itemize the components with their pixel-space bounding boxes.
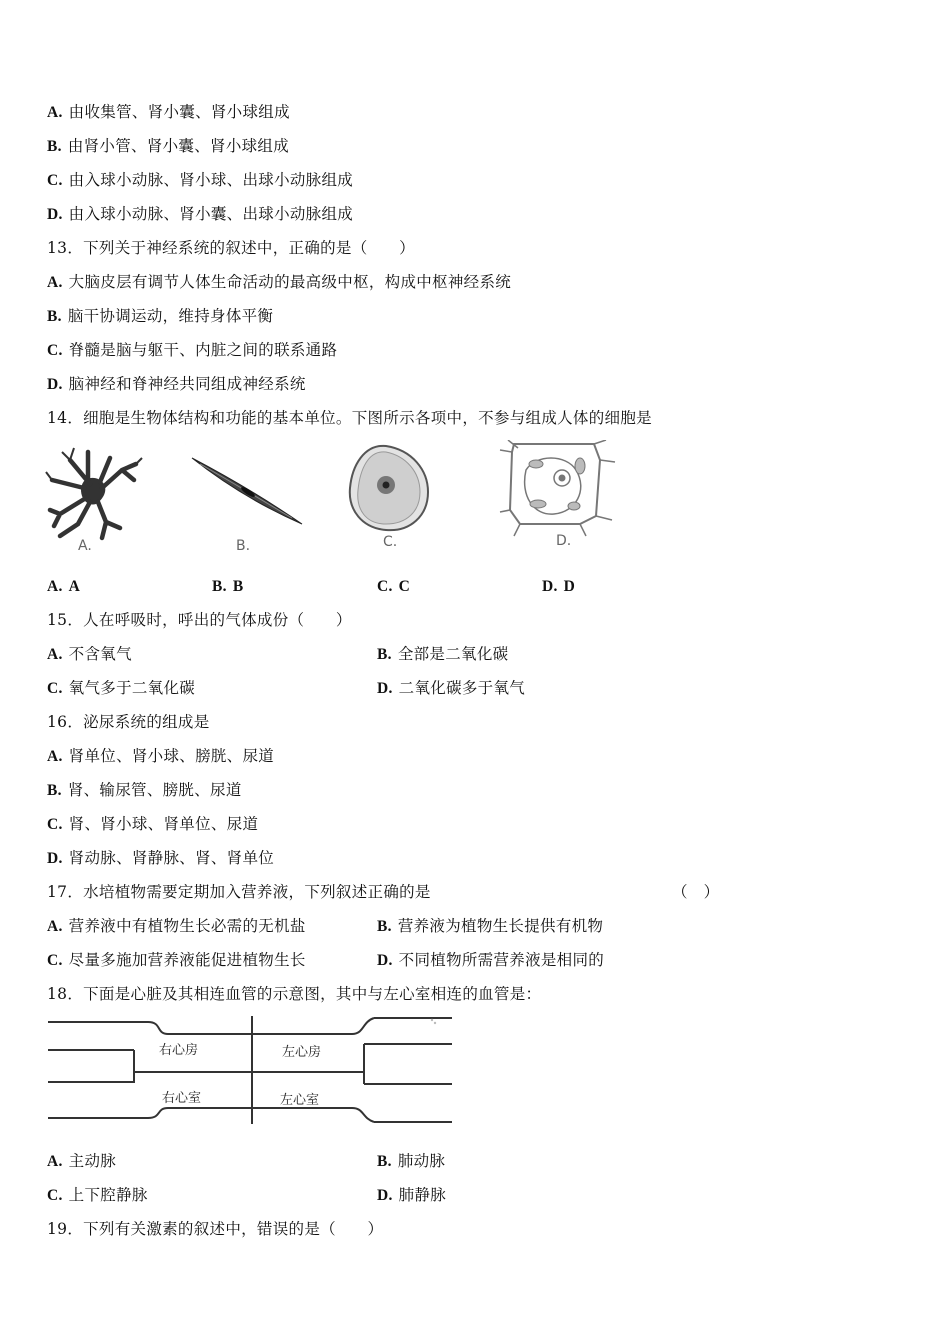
round-cell-image (350, 446, 428, 530)
q13-option-d: D. 脑神经和脊神经共同组成神经系统 (47, 375, 306, 393)
q14-stem: 14．细胞是生物体结构和功能的基本单位。下图所示各项中，不参与组成人体的细胞是 (47, 409, 652, 427)
q16-stem: 16．泌尿系统的组成是 (47, 713, 210, 731)
q16-option-d: D. 肾动脉、肾静脉、肾、肾单位 (47, 849, 275, 867)
q14-option-b: B. B (212, 578, 244, 595)
q18-option-a: A. 主动脉 (47, 1152, 117, 1170)
q13-option-a: A. 大脑皮层有调节人体生命活动的最高级中枢，构成中枢神经系统 (47, 273, 512, 291)
q14-option-a: A. A (47, 578, 81, 595)
q16-option-b: B. 肾、输尿管、膀胱、尿道 (47, 781, 242, 799)
q15-option-a: A. 不含氧气 (47, 645, 132, 663)
q16-option-c: C. 肾、肾小球、肾单位、尿道 (47, 815, 259, 833)
q18-option-b: B. 肺动脉 (377, 1152, 446, 1170)
q18-option-d: D. 肺静脉 (377, 1186, 447, 1204)
neuron-cell-image (46, 448, 142, 538)
q17-paren: （ ） (672, 883, 720, 901)
q12-option-d: D. 由入球小动脉、肾小囊、出球小动脉组成 (47, 205, 354, 223)
heart-left-ventricle-label: 左心室 (280, 1093, 320, 1108)
q17-option-a: A. 营养液中有植物生长必需的无机盐 (47, 917, 306, 935)
q18-option-c: C. 上下腔静脉 (47, 1186, 148, 1204)
q15-option-b: B. 全部是二氧化碳 (377, 645, 509, 663)
figure-label-a: A. (78, 538, 92, 554)
q19-stem: 19．下列有关激素的叙述中，错误的是（ ） (47, 1220, 384, 1238)
q17-option-c: C. 尽量多施加营养液能促进植物生长 (47, 951, 306, 969)
figure-label-d: D. (556, 533, 572, 549)
muscle-cell-image (192, 458, 302, 524)
q13-option-b: B. 脑干协调运动，维持身体平衡 (47, 307, 274, 325)
q12-option-b: B. 由肾小管、肾小囊、肾小球组成 (47, 137, 290, 155)
q13-stem: 13．下列关于神经系统的叙述中，正确的是（ ） (47, 239, 415, 257)
q14-option-c: C. C (377, 578, 411, 595)
q15-stem: 15．人在呼吸时，呼出的气体成份（ ） (47, 611, 352, 629)
q17-stem: 17．水培植物需要定期加入营养液，下列叙述正确的是 (47, 883, 431, 901)
heart-right-ventricle-label: 右心室 (162, 1091, 202, 1106)
heart-right-atrium-label: 右心房 (159, 1043, 199, 1058)
q13-option-c: C. 脊髓是脑与躯干、内脏之间的联系通路 (47, 341, 338, 359)
q16-option-a: A. 肾单位、肾小球、膀胱、尿道 (47, 747, 275, 765)
q14-option-d: D. D (542, 578, 576, 595)
figure-label-b: B. (236, 538, 251, 554)
figure-label-c: C. (383, 534, 398, 550)
cell-figure (40, 440, 620, 560)
q15-option-c: C. 氧气多于二氧化碳 (47, 679, 196, 697)
q17-option-d: D. 不同植物所需营养液是相同的 (377, 951, 605, 969)
q12-option-c: C. 由入球小动脉、肾小球、出球小动脉组成 (47, 171, 354, 189)
q12-option-a: A. 由收集管、肾小囊、肾小球组成 (47, 103, 290, 121)
q17-option-b: B. 营养液为植物生长提供有机物 (377, 917, 604, 935)
plant-cell-image (500, 440, 615, 536)
q15-option-d: D. 二氧化碳多于氧气 (377, 679, 526, 697)
heart-diagram (44, 1014, 456, 1126)
q18-stem: 18．下面是心脏及其相连血管的示意图，其中与左心室相连的血管是： (47, 985, 542, 1003)
heart-left-atrium-label: 左心房 (282, 1045, 322, 1060)
